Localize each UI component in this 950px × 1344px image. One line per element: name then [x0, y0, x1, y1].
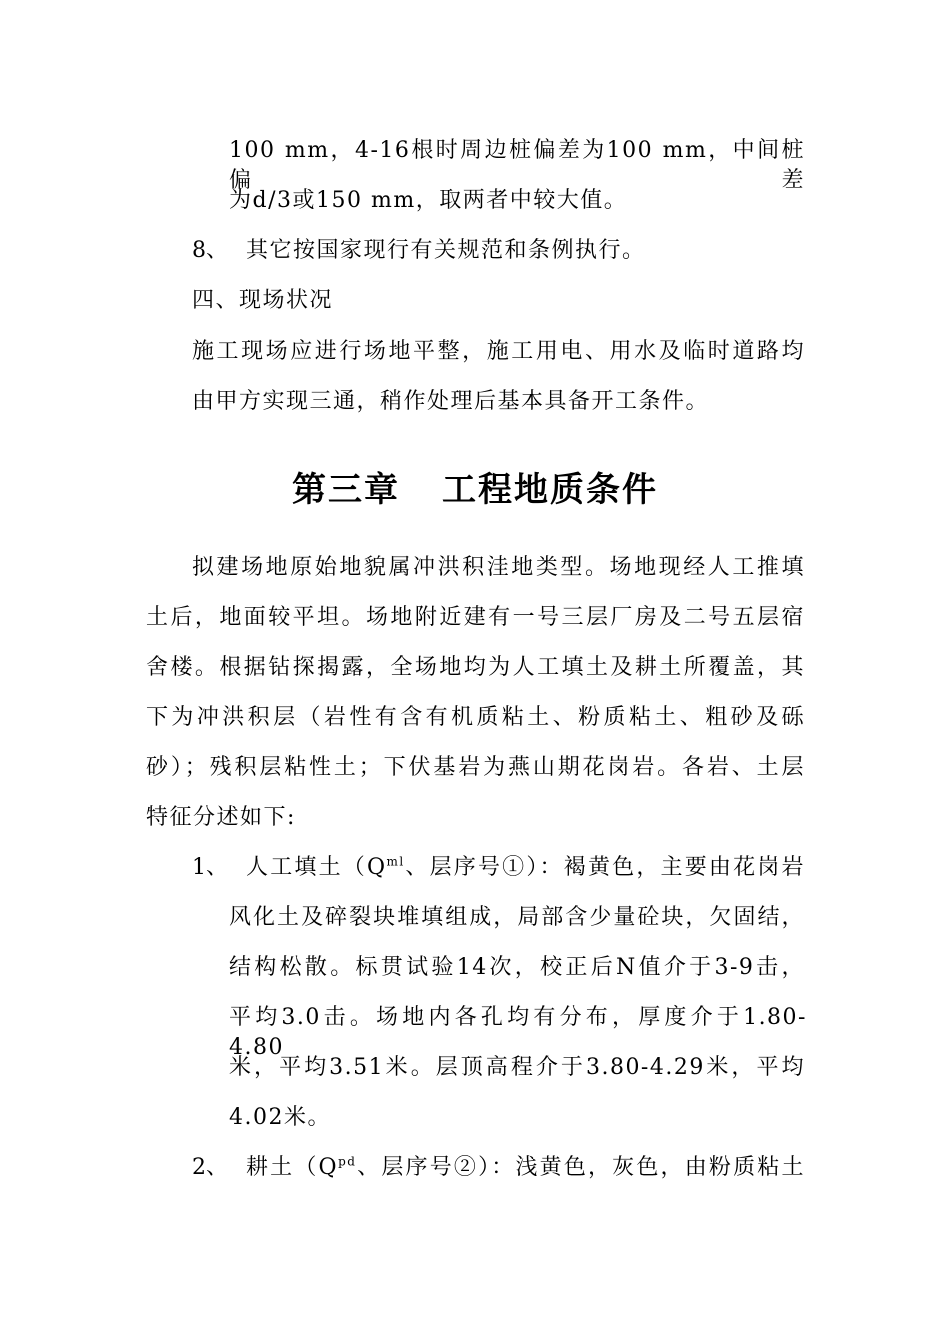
- list-number: 2、: [192, 1155, 228, 1180]
- superscript: pd: [338, 1154, 357, 1169]
- list-item-first-line: [246, 853, 805, 883]
- list-number: 1、: [192, 855, 228, 880]
- text-line: 100 mm，4-16根时周边桩偏差为100 mm，中间桩偏差: [229, 138, 805, 193]
- item-text: 人工填土（Q: [246, 855, 387, 880]
- paragraph-line: 下为冲洪积层（岩性有含有机质粘土、粉质粘土、粗砂及砾: [146, 705, 805, 730]
- text-line: 施工现场应进行场地平整，施工用电、用水及临时道路均: [192, 339, 805, 364]
- list-item-line: 米，平均3.51米。层顶高程介于3.80-4.29米，平均: [229, 1055, 805, 1080]
- text-line: 其它按国家现行有关规范和条例执行。: [246, 238, 646, 263]
- chapter-title: [0, 470, 950, 510]
- list-item-first-line: [246, 1153, 805, 1183]
- item-text: 耕土（Q: [246, 1155, 339, 1180]
- paragraph-line: 砂）；残积层粘性土；下伏基岩为燕山期花岗岩。各岩、土层: [146, 755, 805, 780]
- list-number: 8、: [192, 238, 228, 263]
- list-item-line: 平均3.0击。场地内各孔均有分布，厚度介于1.80-4.80: [229, 1005, 807, 1060]
- text-line: 由甲方实现三通，稍作处理后基本具备开工条件。: [192, 389, 710, 414]
- item-text: 、层序号②）：浅黄色，灰色，由粉质粘土: [356, 1155, 805, 1180]
- list-item-line: 风化土及碎裂块堆填组成，局部含少量砼块，欠固结，: [229, 905, 805, 930]
- paragraph-line: 拟建场地原始地貌属冲洪积洼地类型。场地现经人工推填: [192, 555, 805, 580]
- item-text: 、层序号①）：褐黄色，主要由花岗岩: [404, 855, 805, 880]
- section-heading: 四、现场状况: [192, 288, 334, 313]
- list-item-line: 结构松散。标贯试验14次，校正后N值介于3-9击，: [229, 955, 805, 980]
- chapter-number: 第三章: [292, 470, 400, 510]
- text-line: 为d/3或150 mm，取两者中较大值。: [229, 188, 628, 213]
- paragraph-line: 土后，地面较平坦。场地附近建有一号三层厂房及二号五层宿: [146, 605, 805, 630]
- superscript: ml: [386, 854, 405, 869]
- list-item-line: 4.02米。: [229, 1105, 331, 1130]
- chapter-name: 工程地质条件: [442, 470, 658, 510]
- paragraph-line: 舍楼。根据钻探揭露，全场地均为人工填土及耕土所覆盖，其: [146, 655, 805, 680]
- paragraph-line: 特征分述如下:: [146, 805, 296, 830]
